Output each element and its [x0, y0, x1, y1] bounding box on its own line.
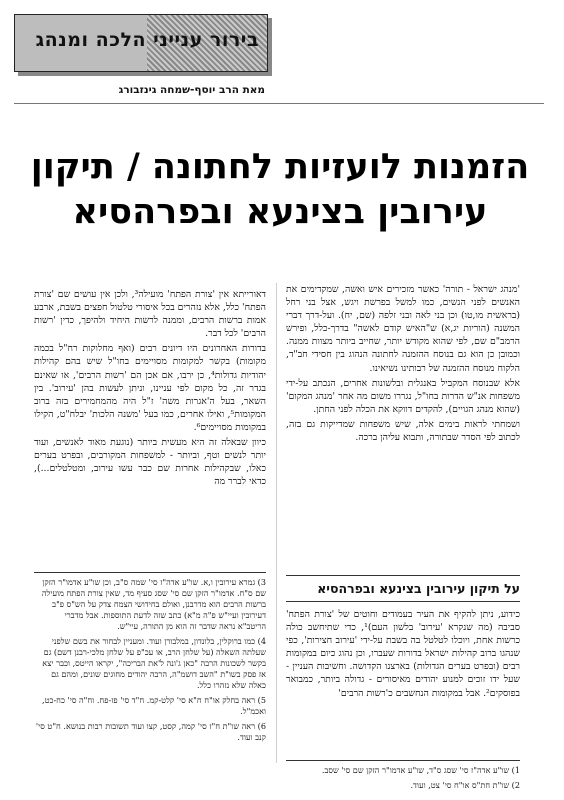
paragraph: בדורות האחרונים היו דיונים רבים (ואף מחלוקות רח"ל בכמה מקומות) בקשר למקומות מסויימים בחו"ל שיש בהם קהילות יהודיות גדולות⁴, כן ירבו, אם אכן הם 'רשות הרבים', או שאינם בגדר זה, כל מקום לפי עניינו, וניתן לעשות בהן 'עירוב'. בין השאר, בעל ה'אגרות משה' ז"ל היה מהמחמירים בזה ברוב המקומות⁵, ואילו אחרים, כמו בעל 'משנה הלכות' יבלח"ט, הקילו במקומות מסויימים⁶. [34, 343, 266, 433]
paragraph: אלא שבנוסח המקביל באנגלית ובלשונות אחרים, הנכתב על-ידי משפחות אנ"ש הדרות בחו"ל, נגררו משום מה אחר 'מנהג המקום' (שהוא מנהג הגויים), להקדים דווקא את הכלה לפני החתן. [286, 377, 520, 415]
footnote: 4) כמו ברוקלין, בלונדון, במלבורן ועוד. ומעניין לבחור את בשם שלפני שעלתה השאלה (על שלחן הרב, או עכ"פ על שלחן מלכי-רבנן דשם) גם בקשר לשכונות הרבה "כאן ג'ונה ל'את הבריכה", יקראו הייטס, וכבר יצא אז פסק בשו"ת "השב דושמ"ה, הרבה יהודים מחוגים שונים, ומהם גם כאלה שלא נזהרו כלל. [42, 636, 266, 690]
headline-line-1: הזמנות לועזיות לחתונה / תיקון [30, 147, 530, 187]
footnote: 2) שו"ת חת"ס או"ח סי' צט, ועוד. [410, 780, 520, 790]
column-banner [14, 14, 268, 72]
footnote: 3) גמרא עירובין ו,א. שו"ע אדה"ז סי' שמה ס"ב, וכן שו"ע אדמו"ר הזקן שם ס"ח. אדמו"ר הזקן שם סי' שסג סעיף מד, שאין צורת הפתח מועילה ברשות הרבים הוא מדרבנן, ואולם בחידושי הצמח צדק על הש"ס פ"ב דעירובין ועיי"ש פ"ה מ"א) כתב שזה לדעת התוספות. אבל מדברי הריטב"א נראה שדבר זה הוא מן התורה, עיי"ש. [41, 577, 266, 631]
column-title: בירור ענייני הלכה ומנהג [35, 29, 259, 51]
footnote: 5) ראה בחלק או"ח ח"א סי' קלט-קמ. ח"ד סי' פז-פח. וח"ה סי' כח-כט, ואכמ"ל. [42, 695, 266, 716]
footnotes-left [34, 572, 266, 747]
section-subheading: על תיקון עירובין בצינעא ובפרהסיא [286, 575, 520, 602]
right-column-continued [286, 608, 520, 702]
paragraph: כידוע, ניתן להקיף את העיר בעמודים וחוטים של 'צורת הפתח' סביבה (מה שנקרא 'עירוב' בלשון העם)¹, כדי שתיחשב כולה כרשות אחת, ויוכלו לטלטל בה בשבת על-ידי 'עירוב חצירות', כפי שנהגו ברוב קהילות ישראל בדורות שעברו, וכן נהוג כיום במקומות רבים (ובפרט בערים הגדולות) בארצנו הקדושה. וחשיבות העניין - שעל ידו זוכים למנוע יהודים מאיסורים - גדולה ביותר, כמבואר בפוסקים². אבל במקומות הנחשבים כ'רשות הרבים' [286, 609, 520, 699]
header-rule [14, 103, 544, 104]
footnote: 6) ראה שו"ת ח"ז סי' קמה, קסט, קצו ועוד תשובות רבות בנושא. ח"ט סי' קנב ועוד. [35, 721, 266, 742]
footnotes-right [286, 760, 520, 795]
paragraph: 'מנהג ישראל - תורה' כאשר מזכירים איש ואשה, שמקדימים את האנשים לפני הנשים, כמו למשל בפרשת ויגש, אצל בני רחל (בראשית מו,טו) וכן בני לאה ובני זלפה (שם, יח). ועל-דרך דברי המשנה (הוריות יג,א) ש"האיש קודם לאשה" בדרך-כלל, ופירש הרמב"ם שם, לפי שהוא מקודש יותר, שחייב ביותר מצוות ממנה. וכמובן כן הוא גם בנוסח ההזמנה לחתונה הנהוג בין חסידי חב"ד, הלקוח מנוסח ההזמנה של רבותינו נשיאינו. [286, 284, 520, 374]
left-column [34, 288, 266, 490]
right-column [286, 283, 520, 446]
paragraph: ושמחתי לראות בימים אלה, שיש משפחות שמדייקות גם בזה, לכתוב לפי הסדר שבתורה, ותבוא עליהן ברכה. [286, 418, 520, 444]
paragraph: כיוון שבאלה זה היא מעשית ביותר (נוגעת מאוד לאנשים, ועוד יותר לנשים וטף, וביותר - למשפחות המקורבים, ובפרט בערים כאלו, שבקהילות אחרות שם כבר עשו עירוב, ומטלטלים...), כדאי לברר מה [34, 437, 266, 488]
headline-line-2: עירובין בצינעא ובפרהסיא [72, 192, 488, 232]
paragraph: דאורייתא אין 'צורת הפתח' מועילה³, ולכן אין עושים שם 'צורת הפתח' כלל, אלא נזהרים בכל איסורי טלטול חפצים בשבת, ארבע אמות ברשות הרבים, וממנה לרשות היחיד ולהיפך, כדין 'רשות הרבים' לכל דבר. [34, 289, 266, 340]
footnote: 1) שו"ע אדה"ז סי' שסג ס"ד, שו"ע אדמו"ר הזקן שם סי' שסב. [321, 765, 520, 775]
author-line: מאת הרב יוסף-שמחה גינזבורג [118, 84, 265, 96]
column-divider [276, 283, 277, 763]
article-headline [20, 145, 540, 235]
